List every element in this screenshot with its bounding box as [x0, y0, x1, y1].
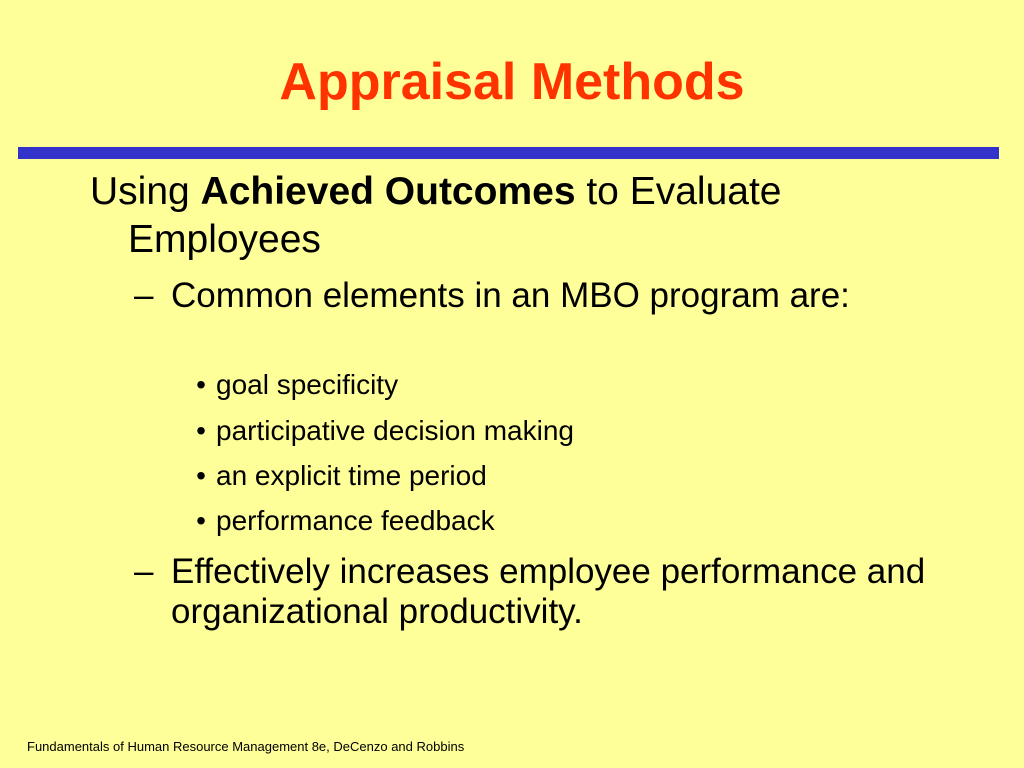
bullet-performance-feedback	[186, 504, 916, 538]
sub-point-mbo-elements	[134, 276, 931, 316]
sub-point-text: Common elements in an MBO program are:	[171, 276, 850, 315]
bullet-text: goal specificity	[216, 369, 399, 400]
bullet-explicit-time-period	[186, 459, 916, 493]
sub-point-effectiveness	[134, 552, 931, 632]
bullet-text: an explicit time period	[216, 460, 487, 491]
slide-title: Appraisal Methods	[279, 53, 745, 111]
dash-marker: –	[134, 552, 154, 591]
sub-point-text: Effectively increases employee performance and organizational productivity.	[171, 552, 926, 631]
bullet-participative-decision-making	[186, 414, 916, 448]
bullet-marker: •	[196, 505, 206, 536]
bullet-marker: •	[196, 460, 206, 491]
main-point-bold: Achieved Outcomes	[200, 170, 576, 213]
bullet-marker: •	[196, 415, 206, 446]
bullet-goal-specificity	[186, 368, 916, 402]
main-point-prefix: Using	[90, 170, 201, 213]
slide-footer: Fundamentals of Human Resource Management 8e, DeCenzo and Robbins	[27, 739, 465, 754]
bullet-marker: •	[196, 369, 206, 400]
main-point-suffix: to Evaluate Employees	[128, 170, 782, 261]
dash-marker: –	[134, 276, 154, 315]
main-point	[90, 168, 968, 264]
bullet-text: participative decision making	[216, 415, 574, 446]
bullet-text: performance feedback	[216, 505, 495, 536]
